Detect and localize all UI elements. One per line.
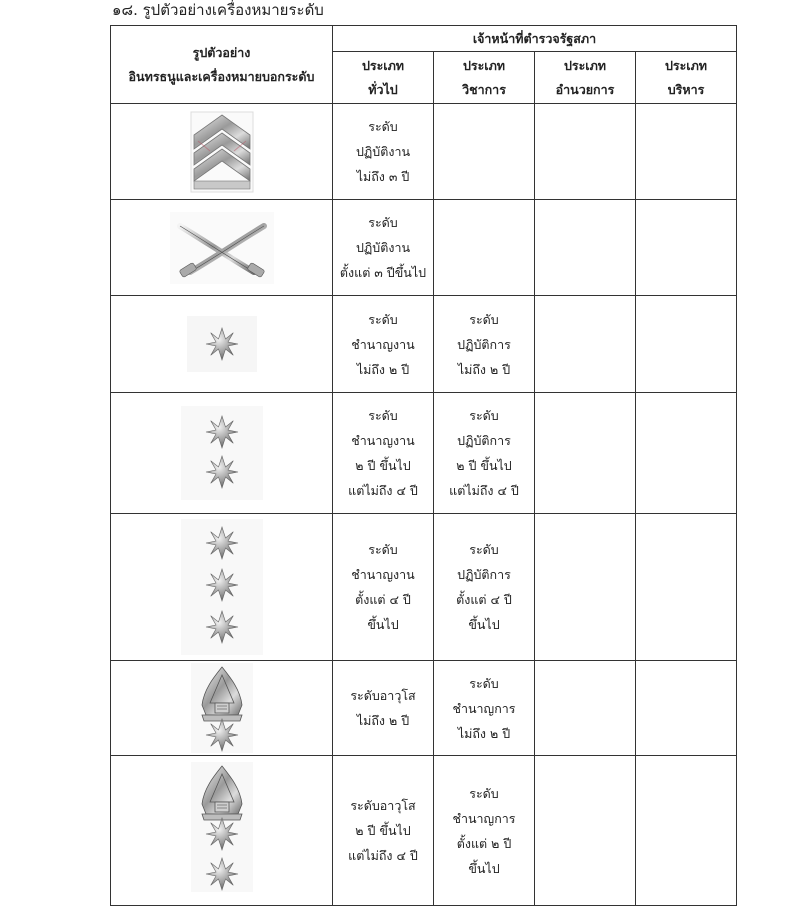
group-header: เจ้าหน้าที่ตำรวจรัฐสภา xyxy=(333,26,737,52)
table-row xyxy=(111,104,737,200)
general-cell: ระดับ ชำนาญงาน ไม่ถึง ๒ ปี xyxy=(333,296,434,393)
page-heading: ๑๘. รูปตัวอย่างเครื่องหมายระดับ xyxy=(112,1,324,19)
general-cell: ระดับ ปฏิบัติงาน ไม่ถึง ๓ ปี xyxy=(333,104,434,200)
table-row xyxy=(111,661,737,756)
table-row xyxy=(111,200,737,296)
crown-one-star-insignia-icon xyxy=(111,663,332,753)
type-director-header: ประเภท อำนวยการ xyxy=(535,52,636,104)
insignia-table xyxy=(110,25,737,906)
table-row xyxy=(111,393,737,514)
general-cell: ระดับ ชำนาญงาน ๒ ปี ขึ้นไป แต่ไม่ถึง ๔ ปี xyxy=(333,393,434,514)
academic-cell: ระดับ ปฏิบัติการ ๒ ปี ขึ้นไป แต่ไม่ถึง ๔ ปี xyxy=(434,393,535,514)
type-academic-header: ประเภท วิชาการ xyxy=(434,52,535,104)
three-star-insignia-icon xyxy=(111,519,332,655)
crown-two-star-insignia-icon xyxy=(111,756,332,892)
academic-cell: ระดับ ชำนาญการ ตั้งแต่ ๒ ปี ขึ้นไป xyxy=(434,756,535,906)
type-executive-header: ประเภท บริหาร xyxy=(636,52,737,104)
general-cell: ระดับอาวุโส ๒ ปี ขึ้นไป แต่ไม่ถึง ๔ ปี xyxy=(333,756,434,906)
table-row xyxy=(111,296,737,393)
academic-cell: ระดับ ชำนาญการ ไม่ถึง ๒ ปี xyxy=(434,661,535,756)
general-cell: ระดับ ปฏิบัติงาน ตั้งแต่ ๓ ปีขึ้นไป xyxy=(333,200,434,296)
two-star-insignia-icon xyxy=(111,406,332,500)
type-general-header: ประเภท ทั่วไป xyxy=(333,52,434,104)
table-row xyxy=(111,756,737,906)
table-row xyxy=(111,514,737,661)
example-column-header: รูปตัวอย่าง อินทรธนูและเครื่องหมายบอกระดับ xyxy=(111,26,333,104)
chevron-insignia-icon xyxy=(111,111,332,193)
one-star-insignia-icon xyxy=(111,316,332,372)
general-cell: ระดับ ชำนาญงาน ตั้งแต่ ๔ ปี ขึ้นไป xyxy=(333,514,434,661)
academic-cell: ระดับ ปฏิบัติการ ไม่ถึง ๒ ปี xyxy=(434,296,535,393)
crossed-swords-insignia-icon xyxy=(111,212,332,284)
general-cell: ระดับอาวุโส ไม่ถึง ๒ ปี xyxy=(333,661,434,756)
academic-cell: ระดับ ปฏิบัติการ ตั้งแต่ ๔ ปี ขึ้นไป xyxy=(434,514,535,661)
